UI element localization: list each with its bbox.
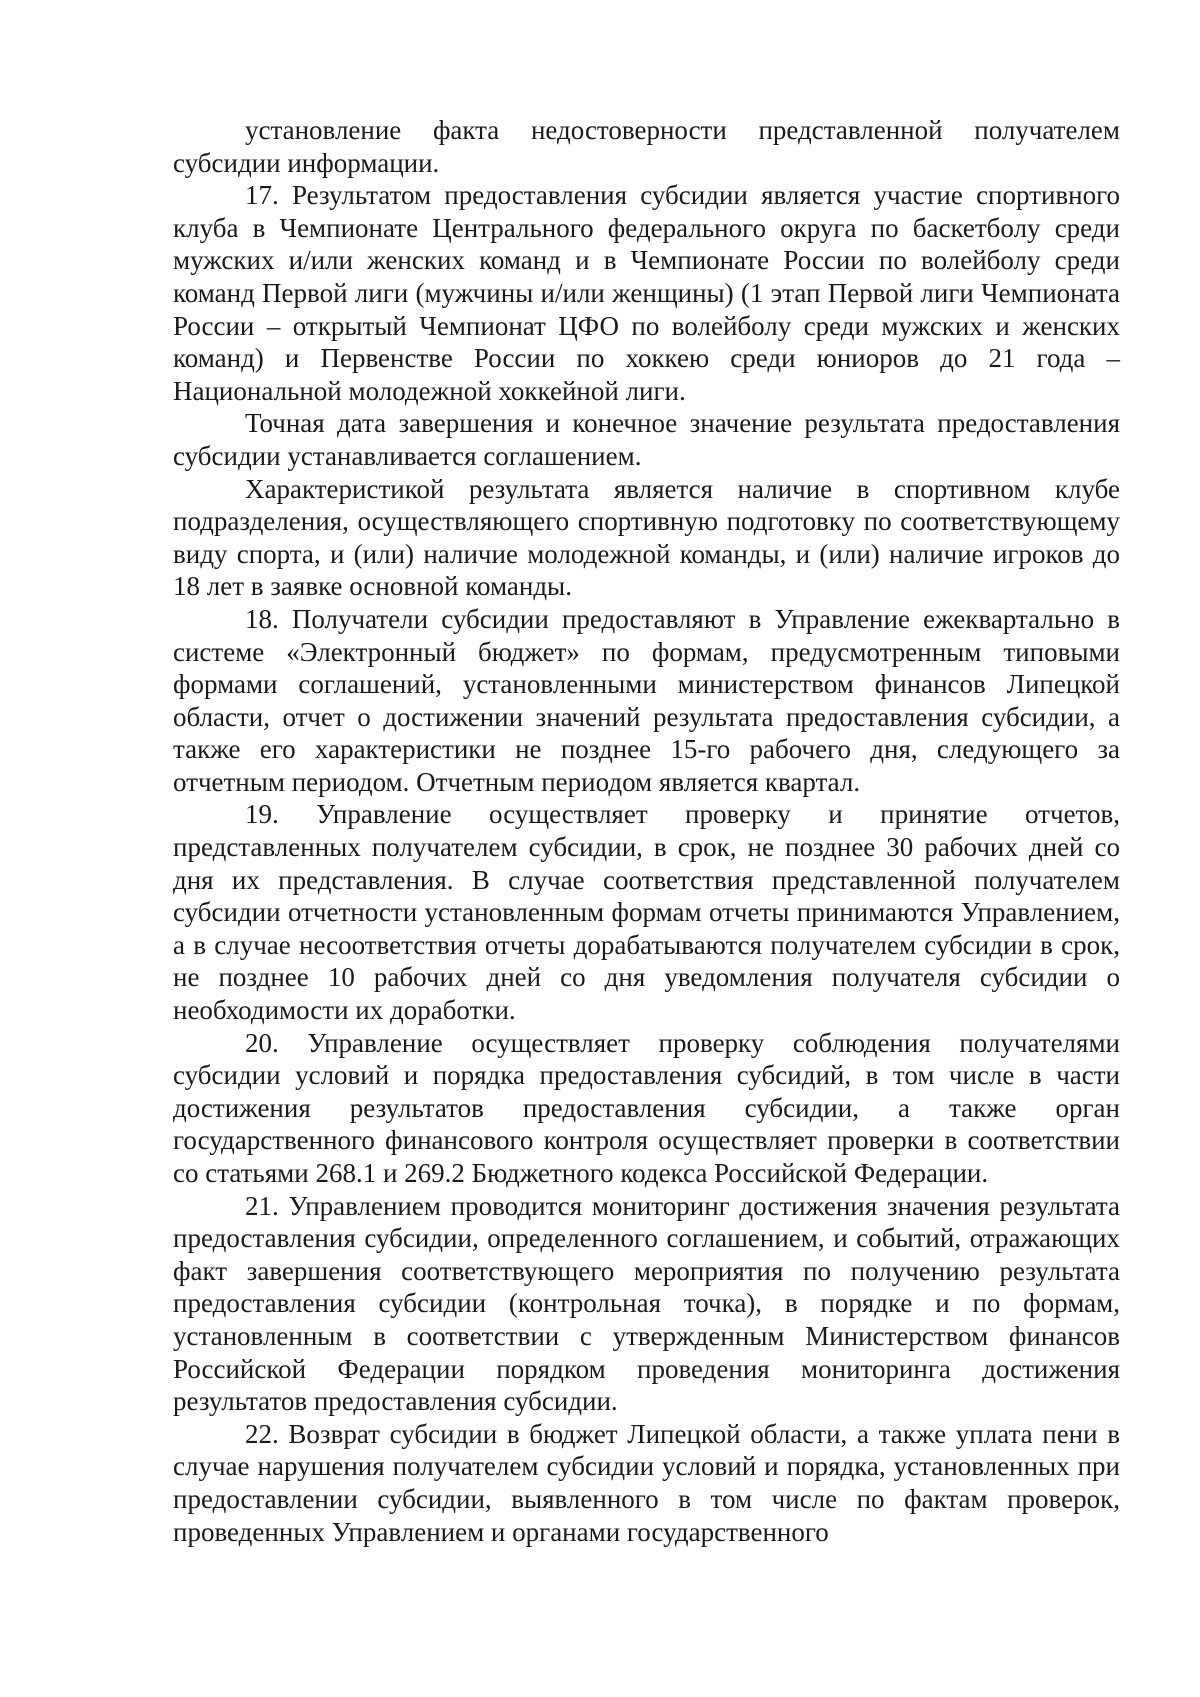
- paragraph-21: 21. Управлением проводится мониторинг достижения значения результата предоставления субсидии, определенного соглашением, и событий, отражающих факт завершения соответствующего мероприятия по получению результата предоставления субсидии (контрольная точка), в порядке и по формам, установленным в соответствии с утвержденным Министерством финансов Российской Федерации порядком проведения мониторинга достижения результатов предоставления субсидии.: [173, 1190, 1120, 1417]
- paragraph-18: 18. Получатели субсидии предоставляют в Управление ежеквартально в системе «Электронный бюджет» по формам, предусмотренным типовыми формами соглашений, установленными министерством финансов Липецкой области, отчет о достижении значений результата предоставления субсидии, а также его характеристики не позднее 15-го рабочего дня, следующего за отчетным периодом. Отчетным периодом является квартал.: [173, 603, 1120, 797]
- paragraph-17-characteristic: Характеристикой результата является наличие в спортивном клубе подразделения, осуществляющего спортивную подготовку по соответствующему виду спорта, и (или) наличие молодежной команды, и (или) наличие игроков до 18 лет в заявке основной команды.: [173, 473, 1120, 602]
- paragraph-20: 20. Управление осуществляет проверку соблюдения получателями субсидии условий и порядка предоставления субсидий, в том числе в части достижения результатов предоставления субсидии, а также орган государственного финансового контроля осуществляет проверки в соответствии со статьями 268.1 и 269.2 Бюджетного кодекса Российской Федерации.: [173, 1027, 1120, 1188]
- paragraph-19: 19. Управление осуществляет проверку и принятие отчетов, представленных получателем субсидии, в срок, не позднее 30 рабочих дней со дня их представления. В случае соответствия представленной получателем субсидии отчетности установленным формам отчеты принимаются Управлением, а в случае несоответствия отчеты дорабатываются получателем субсидии в срок, не позднее 10 рабочих дней со дня уведомления получателя субсидии о необходимости их доработки.: [173, 799, 1120, 1026]
- paragraph-16-end: установление факта недостоверности представленной получателем субсидии информации.: [173, 115, 1120, 178]
- paragraph-22: 22. Возврат субсидии в бюджет Липецкой области, а также уплата пени в случае нарушения получателем субсидии условий и порядка, установленных при предоставлении субсидии, выявленного в том числе по фактам проверок, проведенных Управлением и органами государственного: [173, 1418, 1120, 1547]
- paragraph-17-date: Точная дата завершения и конечное значение результата предоставления субсидии устанавливается соглашением.: [173, 408, 1120, 471]
- document-page: [173, 114, 1120, 1548]
- paragraph-17: 17. Результатом предоставления субсидии является участие спортивного клуба в Чемпионате Центрального федерального округа по баскетболу среди мужских и/или женских команд и в Чемпионате России по волейболу среди команд Первой лиги (мужчины и/или женщины) (1 этап Первой лиги Чемпионата России – открытый Чемпионат ЦФО по волейболу среди мужских и женских команд) и Первенстве России по хоккею среди юниоров до 21 года – Национальной молодежной хоккейной лиги.: [173, 180, 1120, 406]
